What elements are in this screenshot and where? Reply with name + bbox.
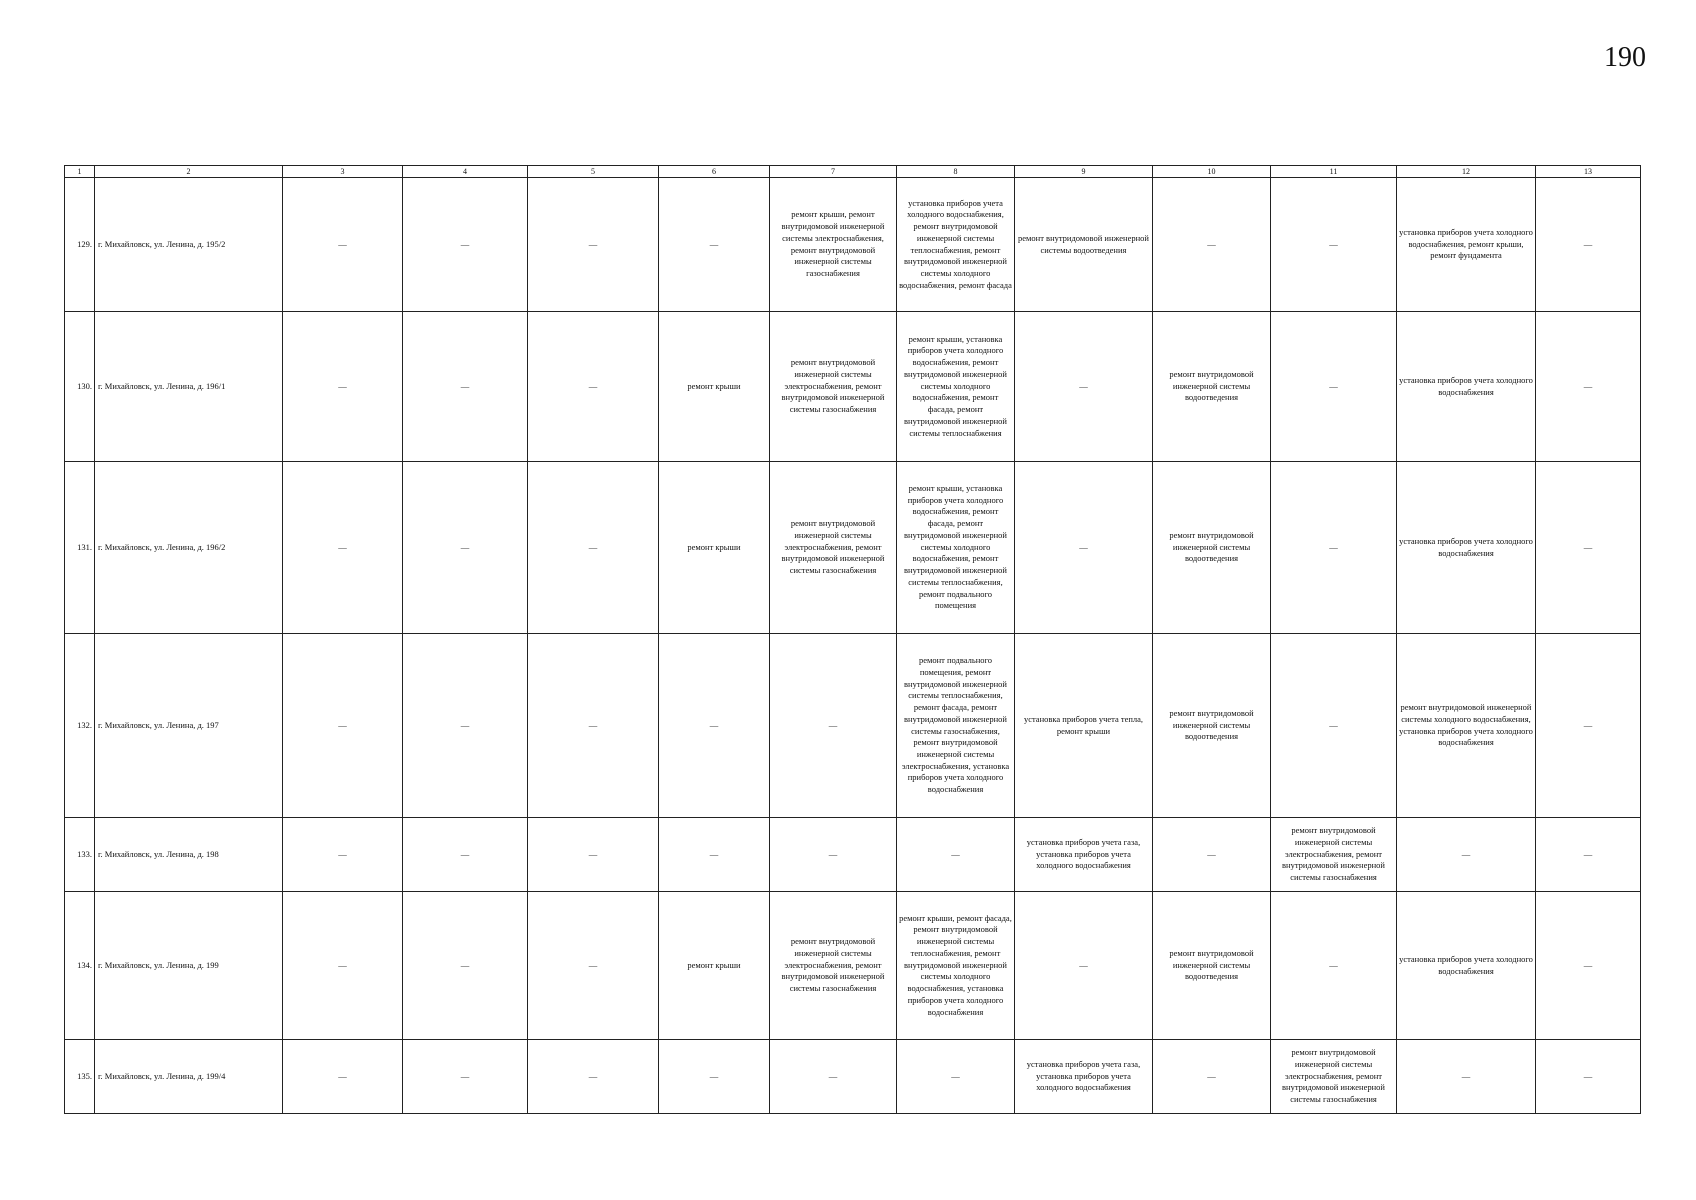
work-cell-col-11: —: [1271, 312, 1397, 462]
address-cell: г. Михайловск, ул. Ленина, д. 199/4: [95, 1040, 283, 1114]
work-cell-col-4: —: [403, 818, 528, 892]
work-cell-col-9: установка приборов учета газа, установка приборов учета холодного водоснабжения: [1015, 818, 1153, 892]
work-cell-col-4: —: [403, 178, 528, 312]
work-cell-col-6: —: [659, 818, 770, 892]
work-cell-col-9: ремонт внутридомовой инженерной системы водоотведения: [1015, 178, 1153, 312]
work-cell-col-6: —: [659, 1040, 770, 1114]
work-cell-col-10: ремонт внутридомовой инженерной системы водоотведения: [1153, 634, 1271, 818]
work-cell-col-12: установка приборов учета холодного водоснабжения: [1397, 462, 1536, 634]
address-cell: г. Михайловск, ул. Ленина, д. 197: [95, 634, 283, 818]
row-number: 129.: [65, 178, 95, 312]
work-cell-col-5: —: [528, 818, 659, 892]
work-cell-col-5: —: [528, 178, 659, 312]
work-cell-col-3: —: [283, 818, 403, 892]
row-number: 131.: [65, 462, 95, 634]
work-cell-col-11: —: [1271, 634, 1397, 818]
work-cell-col-11: ремонт внутридомовой инженерной системы электроснабжения, ремонт внутридомовой инженерной системы газоснабжения: [1271, 1040, 1397, 1114]
work-cell-col-4: —: [403, 892, 528, 1040]
row-number: 135.: [65, 1040, 95, 1114]
row-number: 130.: [65, 312, 95, 462]
work-cell-col-13: —: [1536, 178, 1641, 312]
work-cell-col-3: —: [283, 634, 403, 818]
work-cell-col-7: —: [770, 1040, 897, 1114]
work-cell-col-6: ремонт крыши: [659, 462, 770, 634]
header-row: [65, 166, 1641, 178]
work-cell-col-8: ремонт подвального помещения, ремонт внутридомовой инженерной системы теплоснабжения, ремонт фасада, ремонт внутридомовой инженерной системы газоснабжения, ремонт внутридомовой инженерной системы электроснабжения, установка приборов учета холодного водоснабжения: [897, 634, 1015, 818]
work-cell-col-8: —: [897, 818, 1015, 892]
column-header-6: 6: [659, 166, 770, 178]
work-cell-col-7: ремонт внутридомовой инженерной системы электроснабжения, ремонт внутридомовой инженерной системы газоснабжения: [770, 462, 897, 634]
work-cell-col-7: ремонт внутридомовой инженерной системы электроснабжения, ремонт внутридомовой инженерной системы газоснабжения: [770, 892, 897, 1040]
work-cell-col-7: —: [770, 818, 897, 892]
work-cell-col-3: —: [283, 178, 403, 312]
work-cell-col-7: —: [770, 634, 897, 818]
column-header-10: 10: [1153, 166, 1271, 178]
work-cell-col-10: ремонт внутридомовой инженерной системы водоотведения: [1153, 312, 1271, 462]
table-row: [65, 178, 1641, 312]
page-number: 190: [1604, 42, 1646, 73]
work-cell-col-5: —: [528, 312, 659, 462]
work-cell-col-5: —: [528, 1040, 659, 1114]
table-row: [65, 1040, 1641, 1114]
column-header-1: 1: [65, 166, 95, 178]
table-row: [65, 634, 1641, 818]
address-cell: г. Михайловск, ул. Ленина, д. 198: [95, 818, 283, 892]
column-header-9: 9: [1015, 166, 1153, 178]
work-cell-col-12: установка приборов учета холодного водоснабжения, ремонт крыши, ремонт фундамента: [1397, 178, 1536, 312]
work-cell-col-5: —: [528, 462, 659, 634]
work-cell-col-6: —: [659, 178, 770, 312]
work-cell-col-8: ремонт крыши, ремонт фасада, ремонт внутридомовой инженерной системы теплоснабжения, ремонт внутридомовой инженерной системы холодного водоснабжения, установка приборов учета холодного водоснабжения: [897, 892, 1015, 1040]
work-cell-col-4: —: [403, 312, 528, 462]
work-cell-col-13: —: [1536, 818, 1641, 892]
work-cell-col-3: —: [283, 462, 403, 634]
work-cell-col-4: —: [403, 1040, 528, 1114]
table-row: [65, 818, 1641, 892]
work-cell-col-6: —: [659, 634, 770, 818]
column-header-12: 12: [1397, 166, 1536, 178]
address-cell: г. Михайловск, ул. Ленина, д. 196/1: [95, 312, 283, 462]
column-header-7: 7: [770, 166, 897, 178]
column-header-8: 8: [897, 166, 1015, 178]
table-row: [65, 892, 1641, 1040]
work-cell-col-3: —: [283, 312, 403, 462]
work-cell-col-8: ремонт крыши, установка приборов учета холодного водоснабжения, ремонт фасада, ремонт внутридомовой инженерной системы холодного водоснабжения, ремонт внутридомовой инженерной системы теплоснабжения, ремонт подвального помещения: [897, 462, 1015, 634]
work-cell-col-12: ремонт внутридомовой инженерной системы холодного водоснабжения, установка приборов учета холодного водоснабжения: [1397, 634, 1536, 818]
column-header-3: 3: [283, 166, 403, 178]
row-number: 132.: [65, 634, 95, 818]
work-cell-col-10: —: [1153, 818, 1271, 892]
work-cell-col-7: ремонт крыши, ремонт внутридомовой инженерной системы электроснабжения, ремонт внутридомовой инженерной системы газоснабжения: [770, 178, 897, 312]
work-cell-col-13: —: [1536, 462, 1641, 634]
work-cell-col-3: —: [283, 892, 403, 1040]
work-cell-col-11: ремонт внутридомовой инженерной системы электроснабжения, ремонт внутридомовой инженерной системы газоснабжения: [1271, 818, 1397, 892]
work-cell-col-6: ремонт крыши: [659, 892, 770, 1040]
work-cell-col-7: ремонт внутридомовой инженерной системы электроснабжения, ремонт внутридомовой инженерной системы газоснабжения: [770, 312, 897, 462]
work-cell-col-13: —: [1536, 634, 1641, 818]
table-row: [65, 312, 1641, 462]
column-header-4: 4: [403, 166, 528, 178]
address-cell: г. Михайловск, ул. Ленина, д. 196/2: [95, 462, 283, 634]
work-cell-col-8: ремонт крыши, установка приборов учета холодного водоснабжения, ремонт внутридомовой инженерной системы холодного водоснабжения, ремонт фасада, ремонт внутридомовой инженерной системы теплоснабжения: [897, 312, 1015, 462]
work-cell-col-13: —: [1536, 312, 1641, 462]
table-row: [65, 462, 1641, 634]
work-cell-col-10: —: [1153, 1040, 1271, 1114]
address-cell: г. Михайловск, ул. Ленина, д. 195/2: [95, 178, 283, 312]
work-cell-col-11: —: [1271, 462, 1397, 634]
work-cell-col-12: установка приборов учета холодного водоснабжения: [1397, 312, 1536, 462]
address-cell: г. Михайловск, ул. Ленина, д. 199: [95, 892, 283, 1040]
work-cell-col-9: установка приборов учета тепла, ремонт крыши: [1015, 634, 1153, 818]
work-cell-col-9: —: [1015, 312, 1153, 462]
repair-schedule-table: [64, 165, 1641, 1114]
work-cell-col-9: —: [1015, 892, 1153, 1040]
table-header: [65, 166, 1641, 178]
work-cell-col-12: установка приборов учета холодного водоснабжения: [1397, 892, 1536, 1040]
row-number: 133.: [65, 818, 95, 892]
work-cell-col-10: —: [1153, 178, 1271, 312]
work-cell-col-8: установка приборов учета холодного водоснабжения, ремонт внутридомовой инженерной системы теплоснабжения, ремонт внутридомовой инженерной системы холодного водоснабжения, ремонт фасада: [897, 178, 1015, 312]
column-header-2: 2: [95, 166, 283, 178]
work-cell-col-4: —: [403, 462, 528, 634]
column-header-13: 13: [1536, 166, 1641, 178]
work-cell-col-3: —: [283, 1040, 403, 1114]
work-cell-col-12: —: [1397, 1040, 1536, 1114]
work-cell-col-11: —: [1271, 178, 1397, 312]
work-cell-col-6: ремонт крыши: [659, 312, 770, 462]
work-cell-col-5: —: [528, 892, 659, 1040]
work-cell-col-5: —: [528, 634, 659, 818]
column-header-11: 11: [1271, 166, 1397, 178]
work-cell-col-10: ремонт внутридомовой инженерной системы водоотведения: [1153, 892, 1271, 1040]
work-cell-col-4: —: [403, 634, 528, 818]
work-cell-col-12: —: [1397, 818, 1536, 892]
work-cell-col-13: —: [1536, 892, 1641, 1040]
row-number: 134.: [65, 892, 95, 1040]
work-cell-col-9: —: [1015, 462, 1153, 634]
work-cell-col-10: ремонт внутридомовой инженерной системы водоотведения: [1153, 462, 1271, 634]
column-header-5: 5: [528, 166, 659, 178]
work-cell-col-8: —: [897, 1040, 1015, 1114]
work-cell-col-13: —: [1536, 1040, 1641, 1114]
work-cell-col-11: —: [1271, 892, 1397, 1040]
work-cell-col-9: установка приборов учета газа, установка приборов учета холодного водоснабжения: [1015, 1040, 1153, 1114]
table-body: [65, 178, 1641, 1114]
